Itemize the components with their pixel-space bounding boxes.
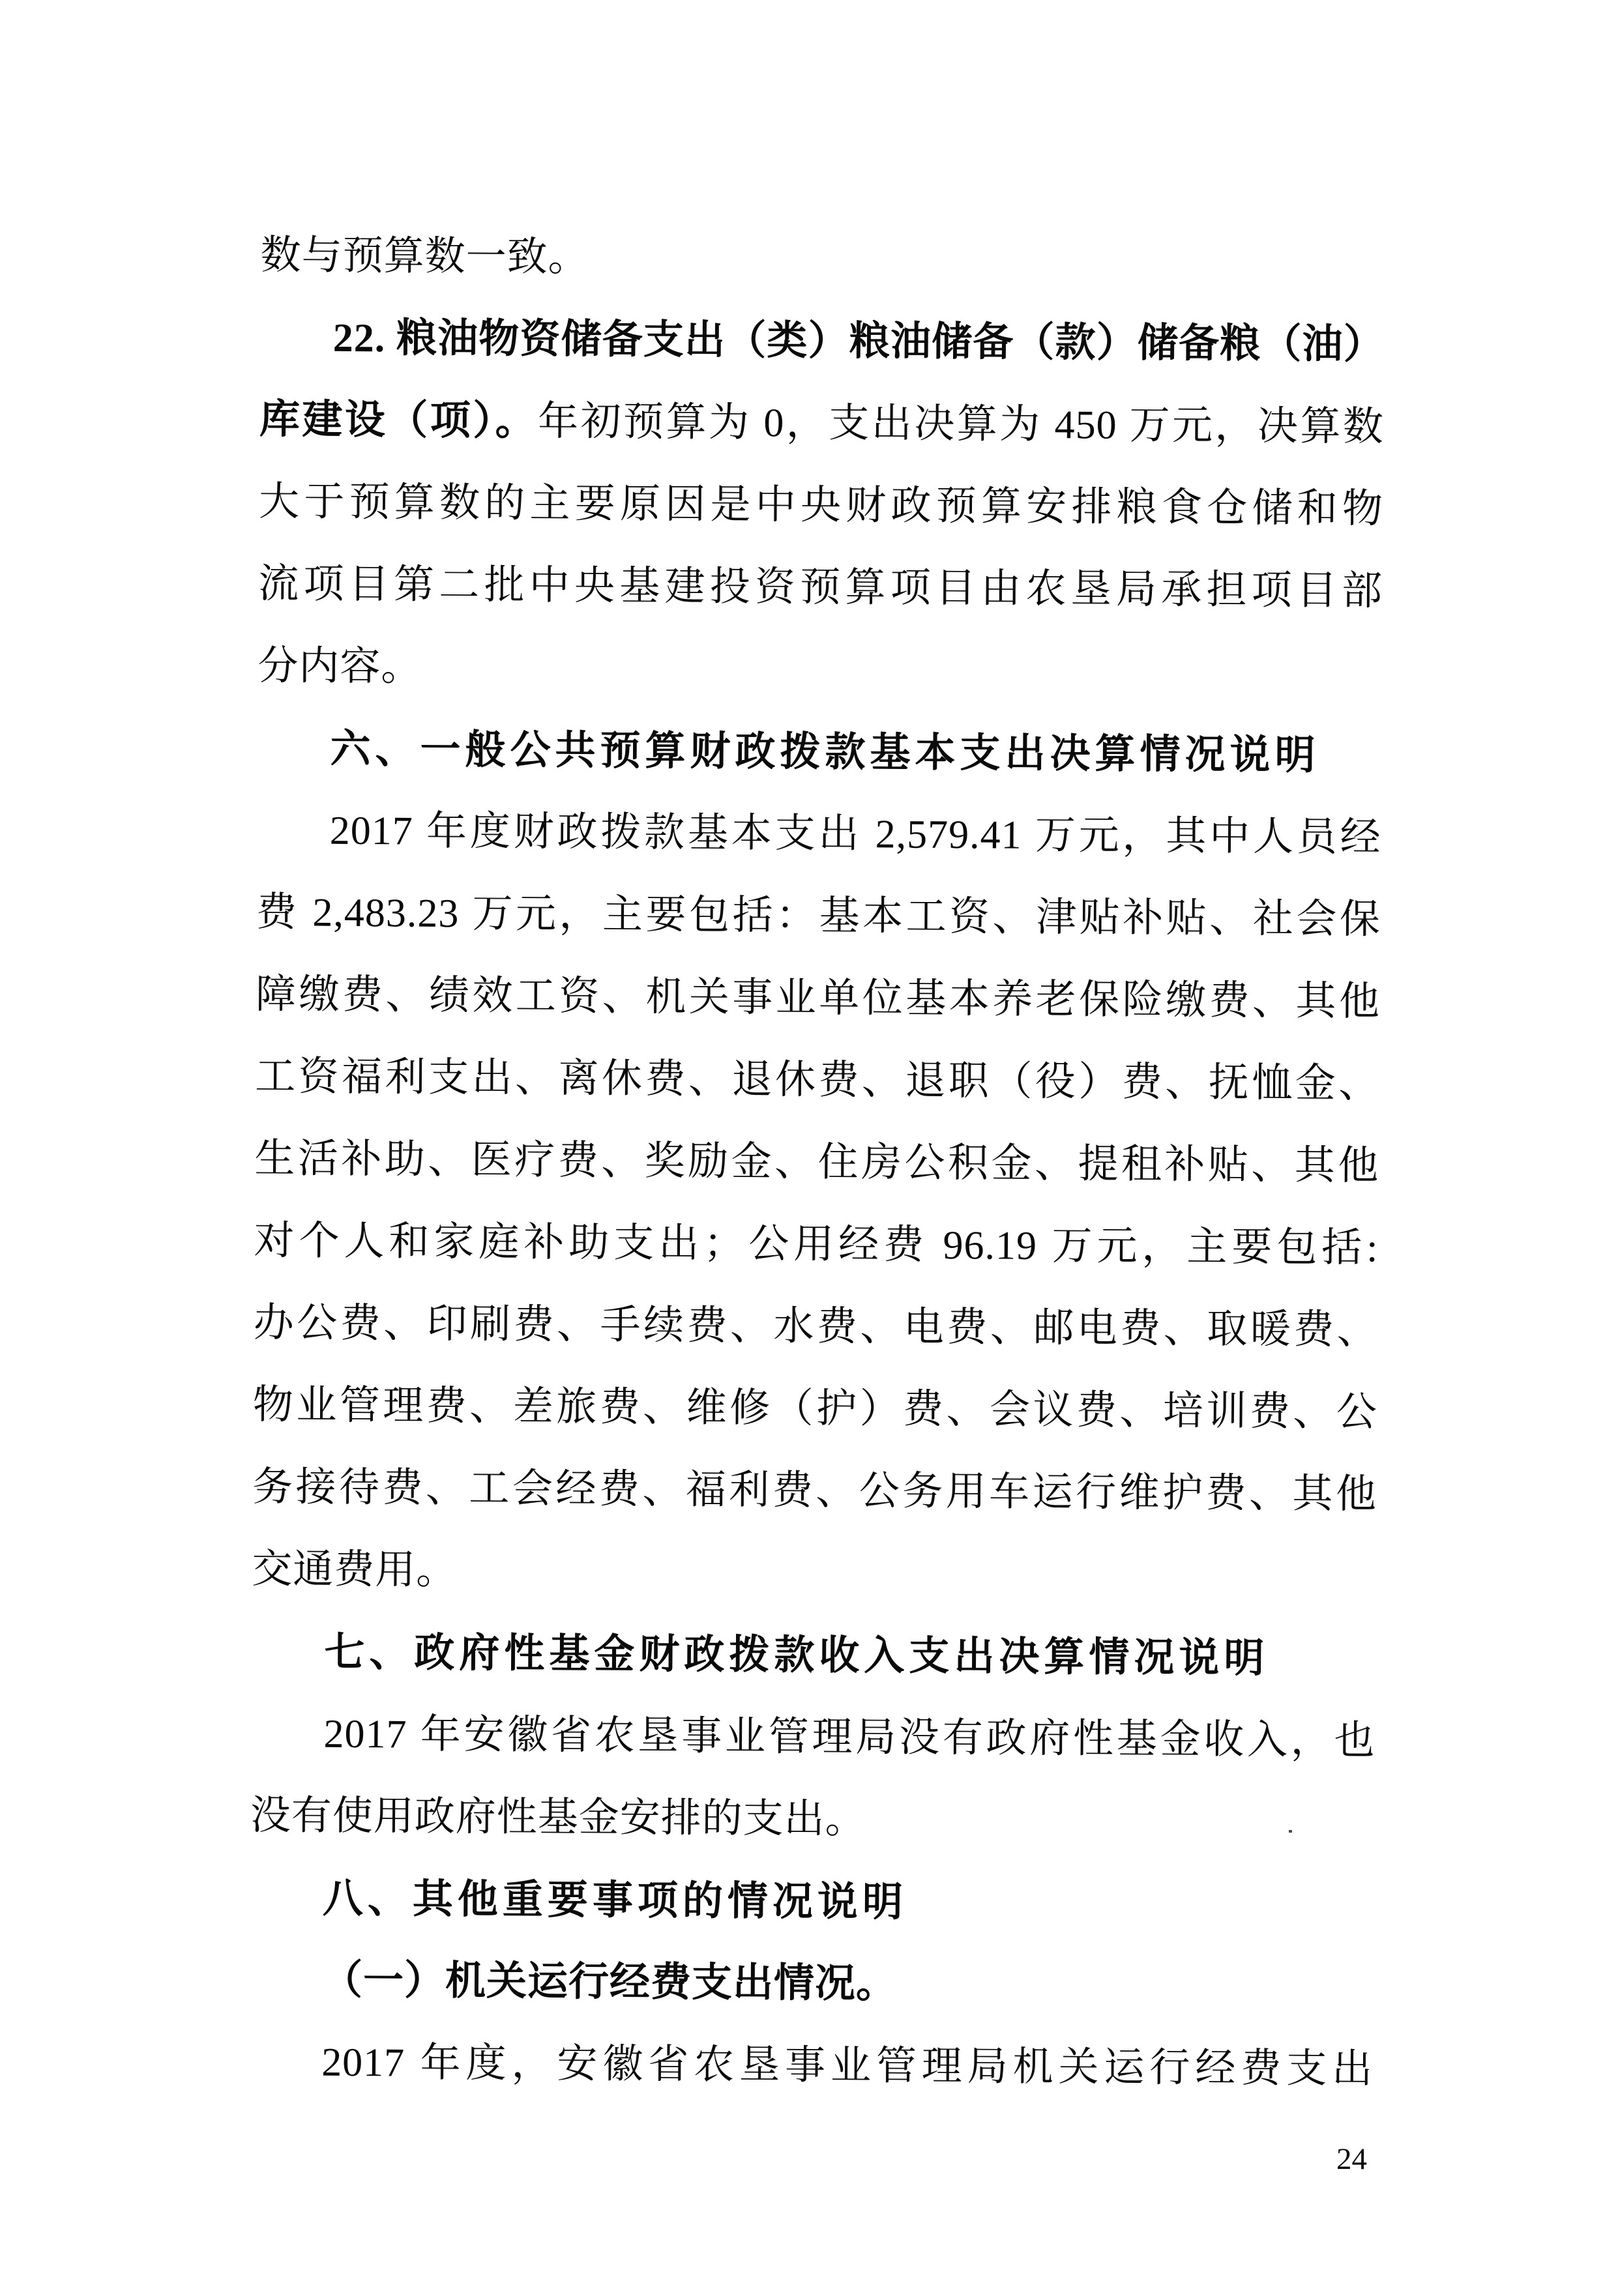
- text-line: 对个人和家庭补助支出；公用经费 96.19 万元，主要包括:: [254, 1218, 1379, 1271]
- text-line: 数与预算数一致。: [260, 233, 589, 280]
- text-line: 流项目第二批中央基建投资预算项目由农垦局承担项目部: [258, 561, 1383, 614]
- text-line: 2017 年度财政拨款基本支出 2,579.41 万元，其中人员经: [329, 808, 1381, 860]
- text-line: 2017 年安徽省农垦事业管理局没有政府性基金收入，也: [323, 1711, 1375, 1764]
- text-span: 年初预算为 0，支出决算为 450 万元，决算数: [537, 399, 1385, 450]
- text-line: 办公费、印刷费、手续费、水费、电费、邮电费、取暖费、: [253, 1300, 1378, 1353]
- text-line: 费 2,483.23 万元，主要包括：基本工资、津贴补贴、社会保: [256, 890, 1381, 942]
- subsection-1-heading: （一）机关运行经费支出情况。: [321, 1958, 898, 2007]
- text-line: 物业管理费、差旅费、维修（护）费、会议费、培训费、公: [252, 1382, 1378, 1435]
- text-line: [259, 379, 1384, 468]
- text-line: 分内容。: [257, 643, 422, 690]
- text-line: 2017 年度，安徽省农垦事业管理局机关运行经费支出: [321, 2040, 1374, 2092]
- section-7-heading: 七、政府性基金财政拨款收入支出决算情况说明: [324, 1627, 1269, 1682]
- text-line: 交通费用。: [251, 1547, 458, 1593]
- section-6-heading: 六、一般公共预算财政拨款基本支出决算情况说明: [330, 724, 1320, 779]
- text-line: 大于预算数的主要原因是中央财政预算安排粮食仓储和物: [258, 479, 1384, 532]
- text-line: 务接待费、工会经费、福利费、公务用车运行维护费、其他: [252, 1464, 1377, 1517]
- section-8-heading: 八、其他重要事项的情况说明: [322, 1874, 908, 1926]
- item-22-title-continuation: 库建设（项）。: [259, 397, 538, 444]
- scan-speck-artifact: [1289, 1830, 1292, 1833]
- text-line: 工资福利支出、离休费、退休费、退职（役）费、抚恤金、: [255, 1054, 1380, 1107]
- page-number: 24: [1336, 2142, 1367, 2176]
- text-line: 没有使用政府性基金安排的支出。: [250, 1793, 866, 1842]
- text-line: 障缴费、绩效工资、机关事业单位基本养老保险缴费、其他: [255, 972, 1381, 1024]
- text-line: 生活补助、医疗费、奖励金、住房公积金、提租补贴、其他: [254, 1136, 1379, 1189]
- document-text-block: [248, 214, 1385, 2110]
- item-22-title-line: 22. 粮油物资储备支出（类）粮油储备（款）储备粮（油）: [332, 315, 1385, 368]
